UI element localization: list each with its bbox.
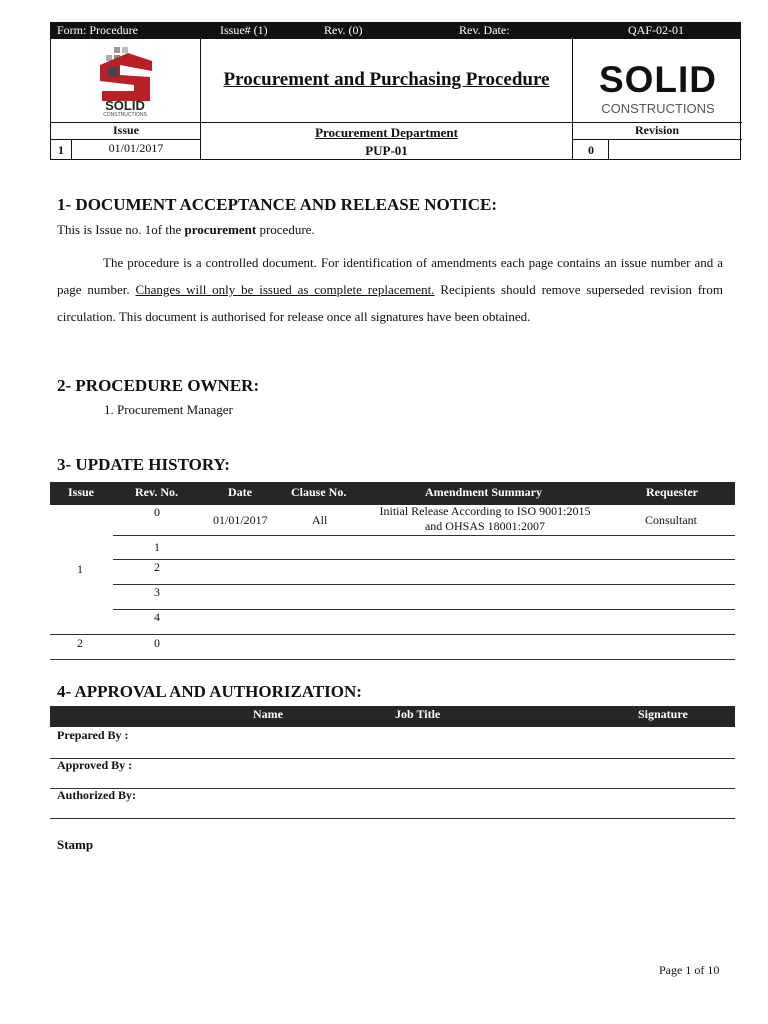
table-row-1-rev: 1 (154, 540, 160, 554)
section1-paragraph (57, 249, 723, 330)
section3-heading: 3- UPDATE HISTORY: (57, 455, 230, 474)
section2-heading: 2- PROCEDURE OWNER: (57, 376, 260, 395)
col-signature: Signature (638, 707, 688, 721)
logo-left-subtext: CONSTRUCTIONS (103, 112, 147, 118)
stamp-label: Stamp (57, 837, 94, 852)
department: Procurement Department (315, 125, 458, 140)
table-row-0-date: 01/01/2017 (213, 513, 268, 527)
table-row-5-rev: 0 (154, 636, 160, 650)
header-bar (50, 22, 741, 39)
paragraph-text-end: Recipients should remove superseded revision from circulation. This document is authorised for release once all signatures have been obtained. (57, 282, 723, 324)
form-type: Form: Procedure (57, 23, 138, 37)
authorized-by-label: Authorized By: (57, 788, 136, 802)
form-code: QAF-02-01 (628, 23, 684, 37)
issue-label: Issue (112, 123, 139, 137)
section1-heading: 1- DOCUMENT ACCEPTANCE AND RELEASE NOTICE: (57, 195, 498, 214)
summary-line-2: and OHSAS 18001:2007 (424, 519, 545, 533)
issue-date: 01/01/2017 (108, 141, 164, 155)
table-row-3-rev: 3 (154, 585, 160, 599)
history-table-header (50, 482, 735, 505)
paragraph-underline: Changes will only be issued as complete replacement. (135, 282, 435, 297)
company-logo-right (598, 60, 718, 120)
revision-no: 0 (588, 143, 594, 157)
intro-text-end: procedure. (256, 222, 315, 237)
building-logo-icon (94, 45, 156, 105)
col-name: Name (253, 707, 283, 721)
doc-code: PUP-01 (365, 143, 408, 158)
paragraph-text: The procedure is a controlled document. For identification of amendments each page contains an issue number and a page number. (57, 255, 723, 297)
table-row-0-clause: All (312, 513, 328, 527)
logo-right-subtext: CONSTRUCTIONS (601, 101, 715, 116)
col-issue: Issue (68, 485, 95, 499)
revision-number: Rev. (0) (324, 23, 363, 37)
intro-text: This is Issue no. 1of the (57, 222, 185, 237)
intro-bold: procurement (184, 222, 257, 237)
table-issue-2: 2 (77, 636, 83, 650)
owner-item: 1. Procurement Manager (104, 402, 233, 417)
table-row-0-summary (352, 504, 618, 534)
table-row-2-rev: 2 (154, 560, 160, 574)
col-date: Date (228, 485, 252, 499)
revision-label: Revision (634, 123, 679, 137)
approval-table-header (50, 706, 735, 727)
table-row-0-requester: Consultant (645, 513, 698, 527)
page-number: Page 1 of 10 (659, 963, 720, 977)
revision-date: Rev. Date: (459, 23, 510, 37)
company-logo-left (94, 45, 156, 120)
summary-line-1: Initial Release According to ISO 9001:2015 (379, 504, 591, 518)
section4-heading: 4- APPROVAL AND AUTHORIZATION: (57, 682, 362, 701)
col-rev: Rev. No. (135, 485, 178, 499)
col-job-title: Job Title (395, 707, 441, 721)
logo-right-text: SOLID (598, 59, 718, 100)
table-issue-1: 1 (77, 562, 83, 576)
issue-number: Issue# (1) (220, 23, 268, 37)
col-clause: Clause No. (291, 485, 347, 499)
logo-left-text: SOLID (105, 98, 145, 113)
approved-by-label: Approved By : (57, 758, 133, 772)
table-row-4-rev: 4 (154, 610, 160, 624)
table-row-0-rev: 0 (154, 505, 160, 519)
section1-intro (57, 216, 723, 243)
document-title: Procurement and Purchasing Procedure (223, 69, 550, 90)
issue-no: 1 (58, 143, 64, 157)
col-requester: Requester (646, 485, 698, 499)
col-summary: Amendment Summary (425, 485, 542, 499)
prepared-by-label: Prepared By : (57, 728, 129, 742)
